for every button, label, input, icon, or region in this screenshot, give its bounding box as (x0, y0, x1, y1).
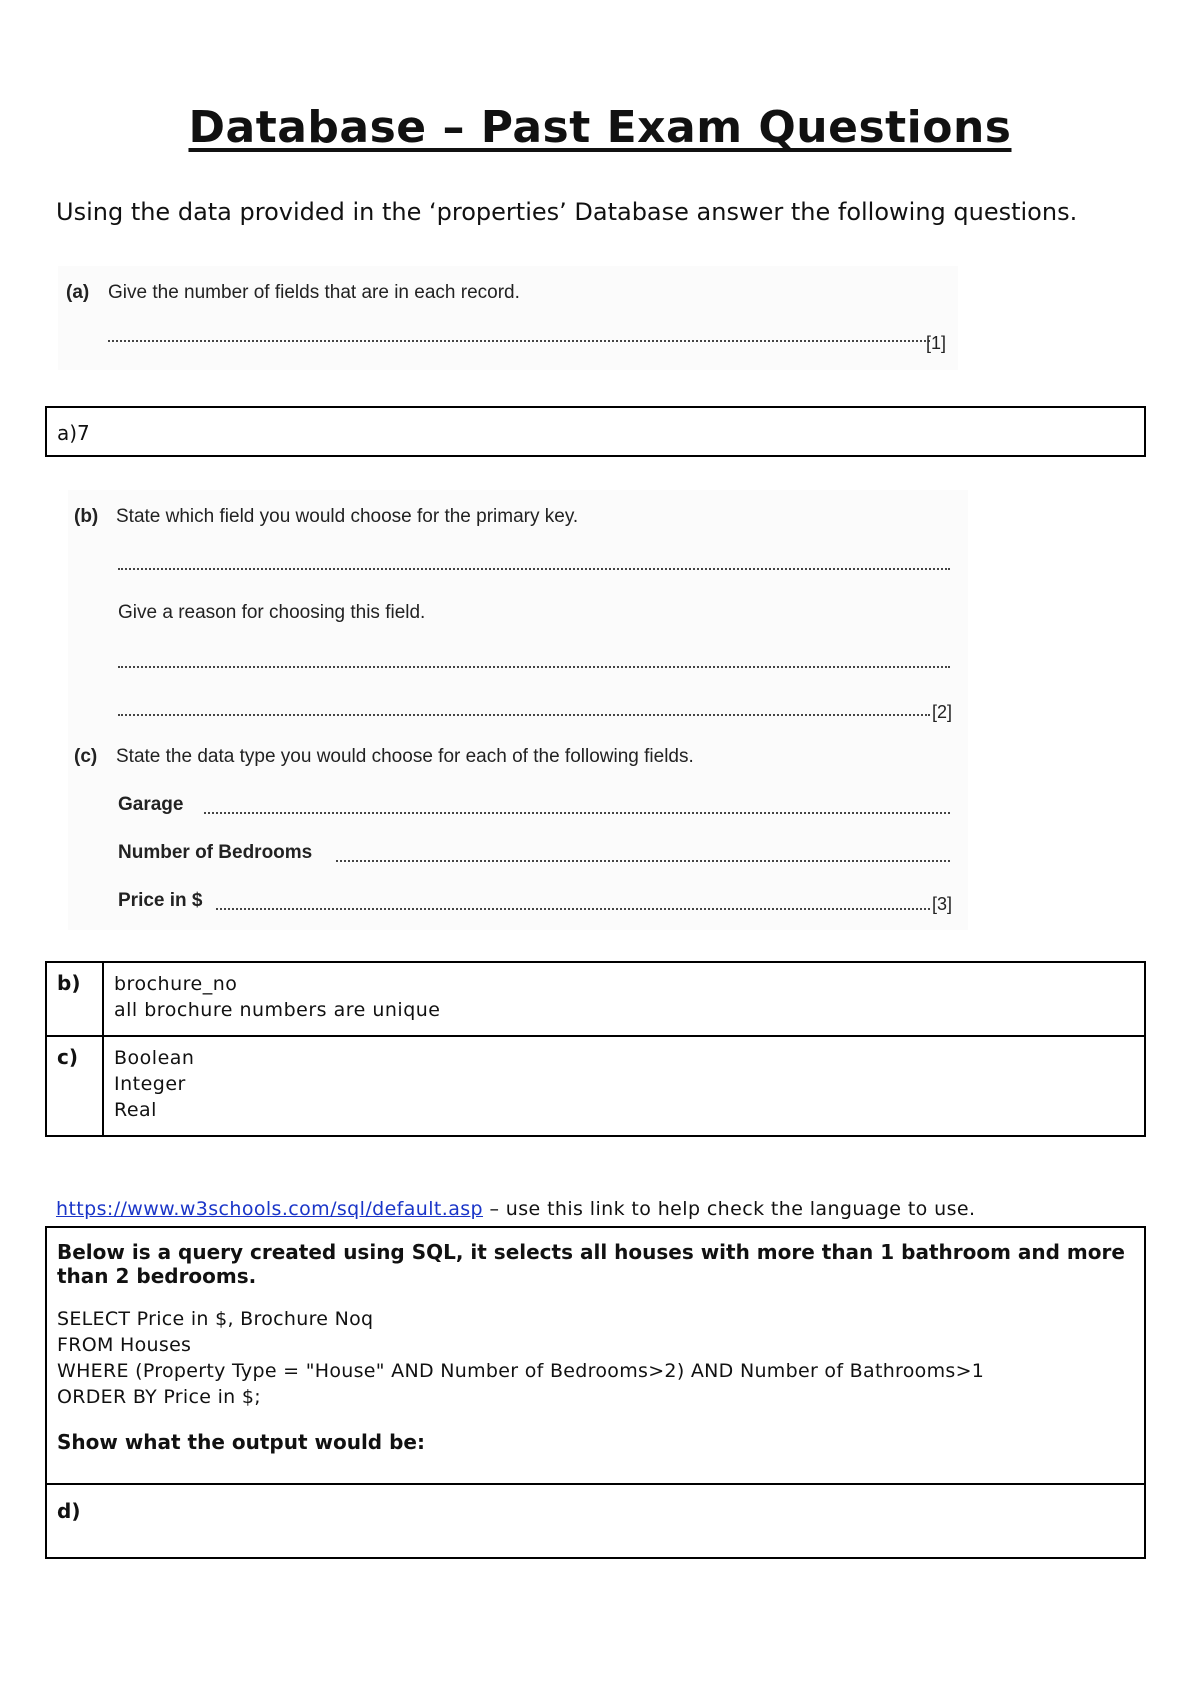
page-title: Database – Past Exam Questions (188, 102, 1012, 153)
answer-line (108, 340, 930, 342)
answer-c-cell (103, 1036, 1145, 1136)
sql-query (57, 1306, 1134, 1410)
field-price: Price in $ (118, 890, 203, 911)
sql-question-box (45, 1226, 1146, 1485)
question-c-text: State the data type you would choose for each of the following fields. (116, 746, 694, 767)
answer-b-label: b) (46, 962, 103, 1036)
sql-line: ORDER BY Price in $; (57, 1386, 261, 1408)
table-row (46, 1036, 1145, 1136)
sql-intro: Below is a query created using SQL, it selects all houses with more than 1 bathroom and more than 2 bedrooms. (57, 1240, 1125, 1288)
question-a-text: Give the number of fields that are in each record. (108, 282, 520, 303)
question-b-reason: Give a reason for choosing this field. (118, 602, 426, 623)
answer-line (118, 666, 950, 668)
sql-line: SELECT Price in $, Brochure Noq (57, 1308, 374, 1330)
question-bc-panel (68, 490, 968, 930)
answer-c-line: Boolean (114, 1047, 195, 1069)
link-suffix: – use this link to help check the language to use. (483, 1198, 976, 1220)
answer-line (118, 568, 950, 570)
sql-line: WHERE (Property Type = "House" AND Number of Bedrooms>2) AND Number of Bathrooms>1 (57, 1360, 985, 1382)
answer-line (204, 812, 950, 814)
answer-line (336, 860, 950, 862)
question-b-label: (b) (74, 506, 99, 527)
answer-a-text: a)7 (57, 421, 90, 445)
answer-d-label: d) (57, 1499, 81, 1523)
answer-b-line: all brochure numbers are unique (114, 999, 441, 1021)
sql-line: FROM Houses (57, 1334, 192, 1356)
answers-bc-table (45, 961, 1146, 1137)
question-c-mark: [3] (932, 894, 953, 914)
reference-line (56, 1198, 975, 1220)
w3schools-link[interactable]: https://www.w3schools.com/sql/default.asp (56, 1198, 484, 1220)
question-b-mark: [2] (932, 702, 953, 722)
answer-line (118, 714, 930, 716)
answer-c-line: Real (114, 1099, 157, 1121)
answer-c-label: c) (46, 1036, 103, 1136)
field-garage: Garage (118, 794, 184, 815)
answer-c-line: Integer (114, 1073, 186, 1095)
question-b-text: State which field you would choose for the primary key. (116, 506, 579, 527)
table-row (46, 962, 1145, 1036)
answer-a-box (45, 406, 1146, 457)
intro-text: Using the data provided in the ‘properties’ Database answer the following questions. (56, 198, 1078, 226)
field-bedrooms: Number of Bedrooms (118, 842, 313, 863)
question-a-label: (a) (66, 282, 90, 303)
answer-b-line: brochure_no (114, 973, 238, 995)
question-a-panel (58, 266, 958, 370)
answer-d-box (45, 1483, 1146, 1559)
answer-line (216, 908, 930, 910)
question-c-label: (c) (74, 746, 98, 767)
question-a-mark: [1] (926, 333, 947, 353)
answer-b-cell (103, 962, 1145, 1036)
sql-prompt: Show what the output would be: (57, 1430, 425, 1454)
